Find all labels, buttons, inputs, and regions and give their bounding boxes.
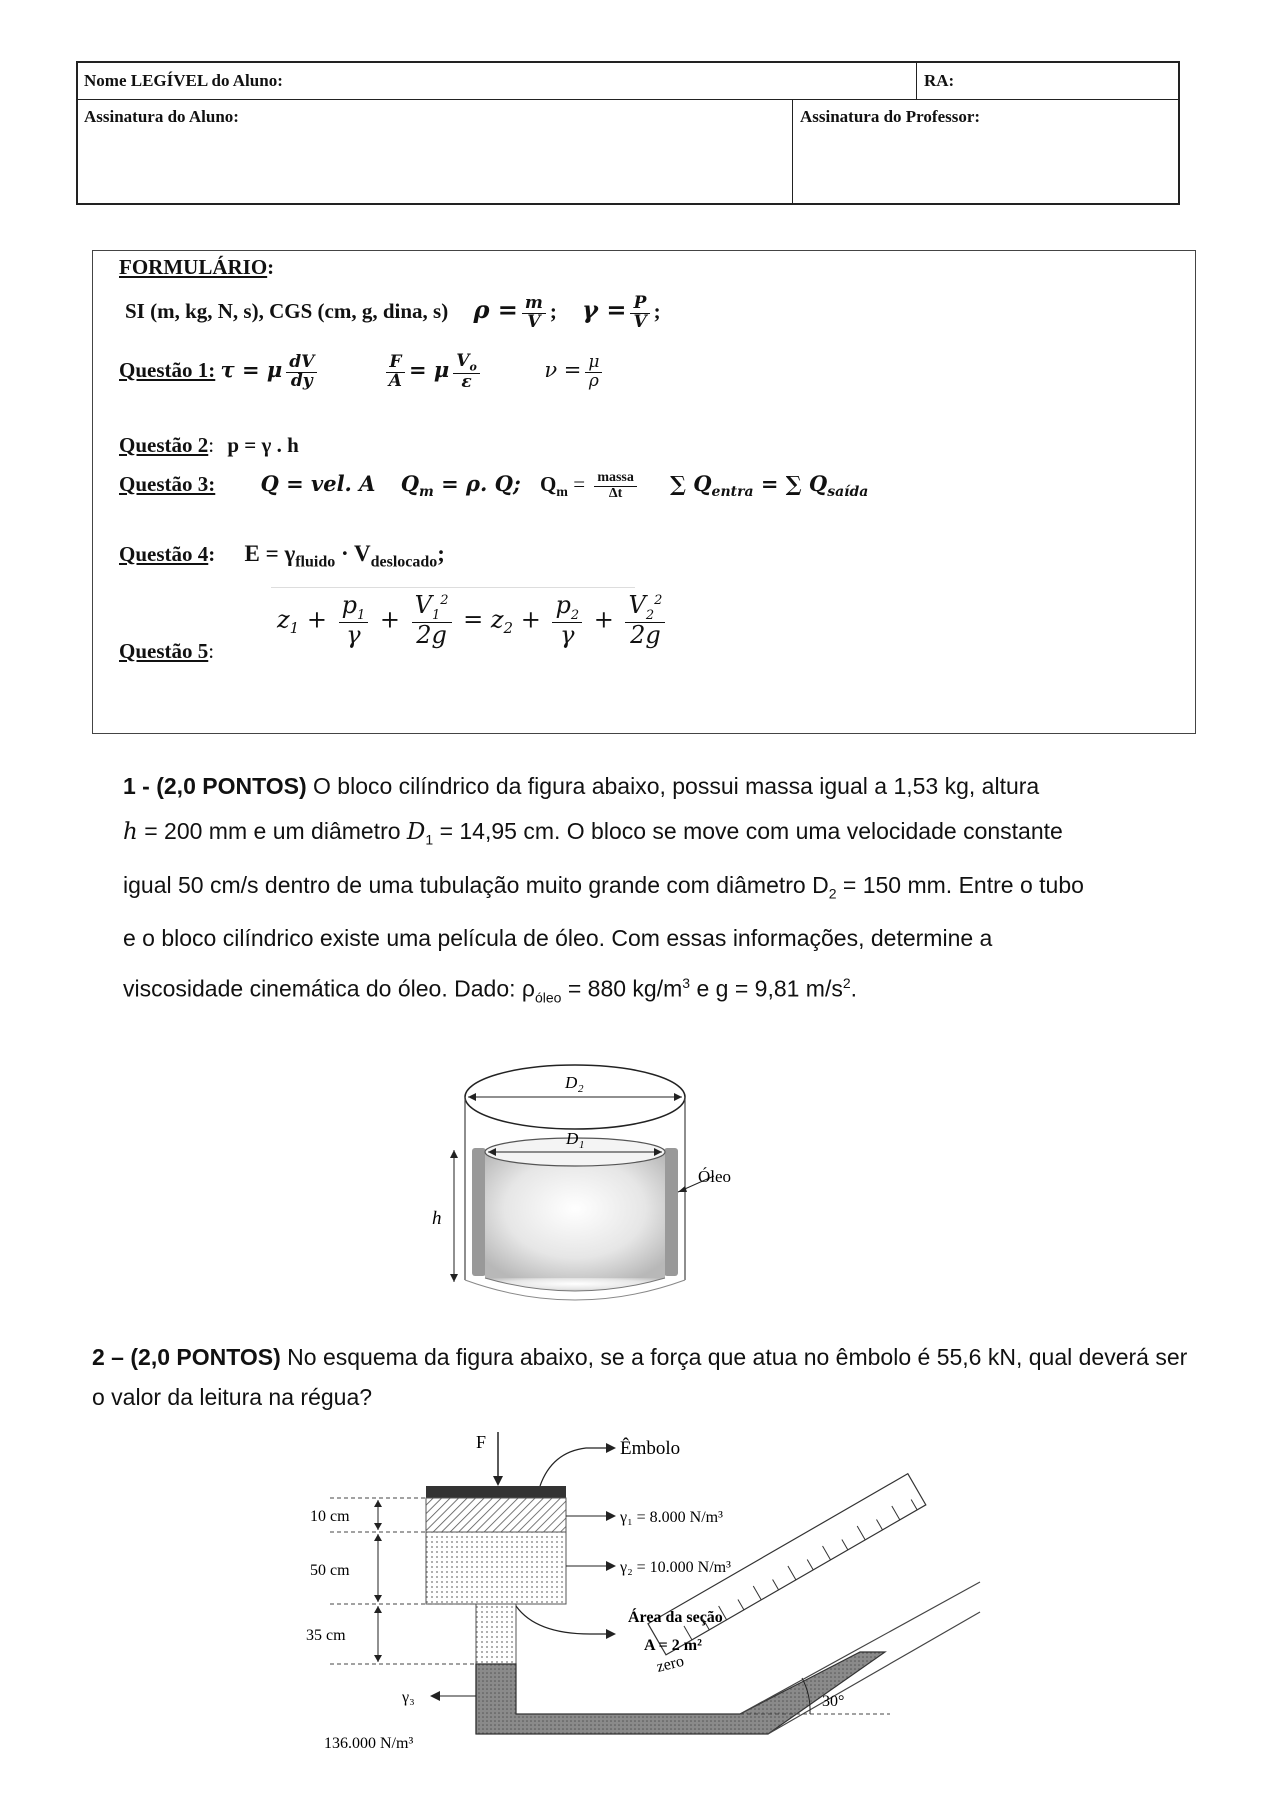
q2-formula: p = γ . h bbox=[227, 433, 299, 457]
piston bbox=[426, 1486, 566, 1498]
formulary-box bbox=[92, 250, 1196, 734]
label-d1: D bbox=[566, 1129, 579, 1148]
units-text: SI (m, kg, N, s), CGS (cm, g, dina, s) bbox=[125, 299, 449, 324]
svg-text:2: 2 bbox=[578, 1083, 584, 1095]
svg-text:1: 1 bbox=[579, 1139, 585, 1151]
professor-signature-label: Assinatura do Professor: bbox=[800, 107, 981, 126]
fluid-1 bbox=[426, 1498, 566, 1532]
student-signature-label: Assinatura do Aluno: bbox=[84, 107, 239, 126]
q5-label-row: Questão 5: bbox=[119, 639, 215, 663]
label-gamma3: γ₃ bbox=[402, 1689, 415, 1706]
cylinder-block bbox=[485, 1152, 665, 1278]
header-divider bbox=[916, 63, 917, 99]
q5-label: Questão 5 bbox=[119, 639, 209, 663]
q1-label: Questão 1: bbox=[119, 358, 216, 383]
oil-film-right bbox=[664, 1148, 678, 1276]
label-h1: 10 cm bbox=[310, 1508, 350, 1525]
question-2-text: 2 – (2,0 PONTOS) No esquema da figura abaixo, se a força que atua no êmbolo é 55,6 kN, qual deverá ser o valor da leitura na régua? bbox=[92, 1344, 1188, 1410]
label-h2: 50 cm bbox=[310, 1562, 350, 1579]
label-area-value: A = 2 m² bbox=[644, 1637, 702, 1654]
pipe-neck bbox=[476, 1604, 516, 1664]
q5-divider bbox=[271, 587, 635, 588]
q3-formula-row: Questão 3: Q = vel. A $Q_m = \rho$. Q; $Q_m$ = $\frac{\text{massa}}{\Delta t}$ ∑ $Q_{entra}$ = ∑ $Q_{saída}$ bbox=[119, 470, 869, 501]
header-table bbox=[76, 61, 1180, 205]
label-d2: D bbox=[565, 1073, 578, 1092]
fluid-2 bbox=[426, 1532, 566, 1604]
label-h: h bbox=[432, 1208, 442, 1229]
ra-label: RA: bbox=[924, 71, 955, 90]
question-1-text: 1 - (2,0 PONTOS) O bloco cilíndrico da figura abaixo, possui massa igual a 1,53 kg, altura h = 200 mm e um diâmetro $D_1 = 14,95$ cm. O bloco se move com uma velocidade constante igual 50 cm/s dentro de uma tubulação muito grande com diâmetro $D_2 = 150$ mm. Entre o tubo e o bloco cilíndrico existe uma película de óleo. Com essas informações, determine a viscosidade cinemática do óleo. Dado: $\rho_{óleo} = 880$ $kg/m^3$ e g = 9,81 $m/s^2$. bbox=[123, 773, 1084, 1006]
label-f: F bbox=[476, 1432, 487, 1452]
header-divider bbox=[792, 99, 793, 205]
label-gamma1: γ₁ = 8.000 N/m³ bbox=[620, 1509, 723, 1526]
formulary-title: FORMULÁRIO: bbox=[119, 255, 275, 279]
q4-label: Questão 4 bbox=[119, 542, 209, 566]
q2-heading: 2 – (2,0 PONTOS) bbox=[92, 1344, 281, 1370]
q2-formula-row: Questão 2: p = γ . h bbox=[119, 433, 299, 457]
formulary-units-row: SI (m, kg, N, s), CGS (cm, g, dina, s) ρ = $\frac{m}{V}$ ; γ = $\frac{P}{V}$ ; bbox=[125, 293, 661, 332]
student-name-label: Nome LEGÍVEL do Aluno: bbox=[84, 71, 283, 90]
q3-dt: Δt bbox=[608, 485, 623, 501]
label-oleo: Óleo bbox=[698, 1167, 732, 1186]
q2-label: Questão 2 bbox=[119, 433, 209, 457]
figure-cylinder bbox=[420, 1052, 760, 1322]
label-h3: 35 cm bbox=[306, 1627, 346, 1644]
q3-massa: massa bbox=[594, 471, 637, 487]
label-area: Área da seção bbox=[628, 1609, 723, 1626]
q4-formula-row: Questão 4: $E = \gamma_{fluido} \cdot V_{deslocado}$; bbox=[119, 541, 445, 571]
label-embolo: Êmbolo bbox=[620, 1438, 681, 1459]
q1-formula-row: Questão 1: τ = μ $\frac{dV}{dy}$ $\frac{F}{A}$ = μ $\frac{V_o}{\varepsilon}$ ν = $\frac{\mu}{\rho}$ bbox=[119, 353, 606, 392]
figure-manometer bbox=[290, 1420, 1060, 1765]
label-gamma3-value: 136.000 N/m³ bbox=[324, 1735, 414, 1752]
label-zero: zero bbox=[654, 1652, 686, 1676]
oil-film-left bbox=[472, 1148, 486, 1276]
q3-label: Questão 3: bbox=[119, 472, 216, 496]
label-gamma2: γ₂ = 10.000 N/m³ bbox=[620, 1559, 731, 1576]
q1-heading: 1 - (2,0 PONTOS) bbox=[123, 773, 307, 799]
label-angle: 30° bbox=[822, 1693, 845, 1710]
bernoulli-formula: $z_1$ + $\frac{p_1}{\gamma}$ + $\frac{V_1^2}{2g}$ = $z_2$ + $\frac{p_2}{\gamma}$ + $\frac{V_2^2}{2g}$ bbox=[277, 593, 669, 649]
